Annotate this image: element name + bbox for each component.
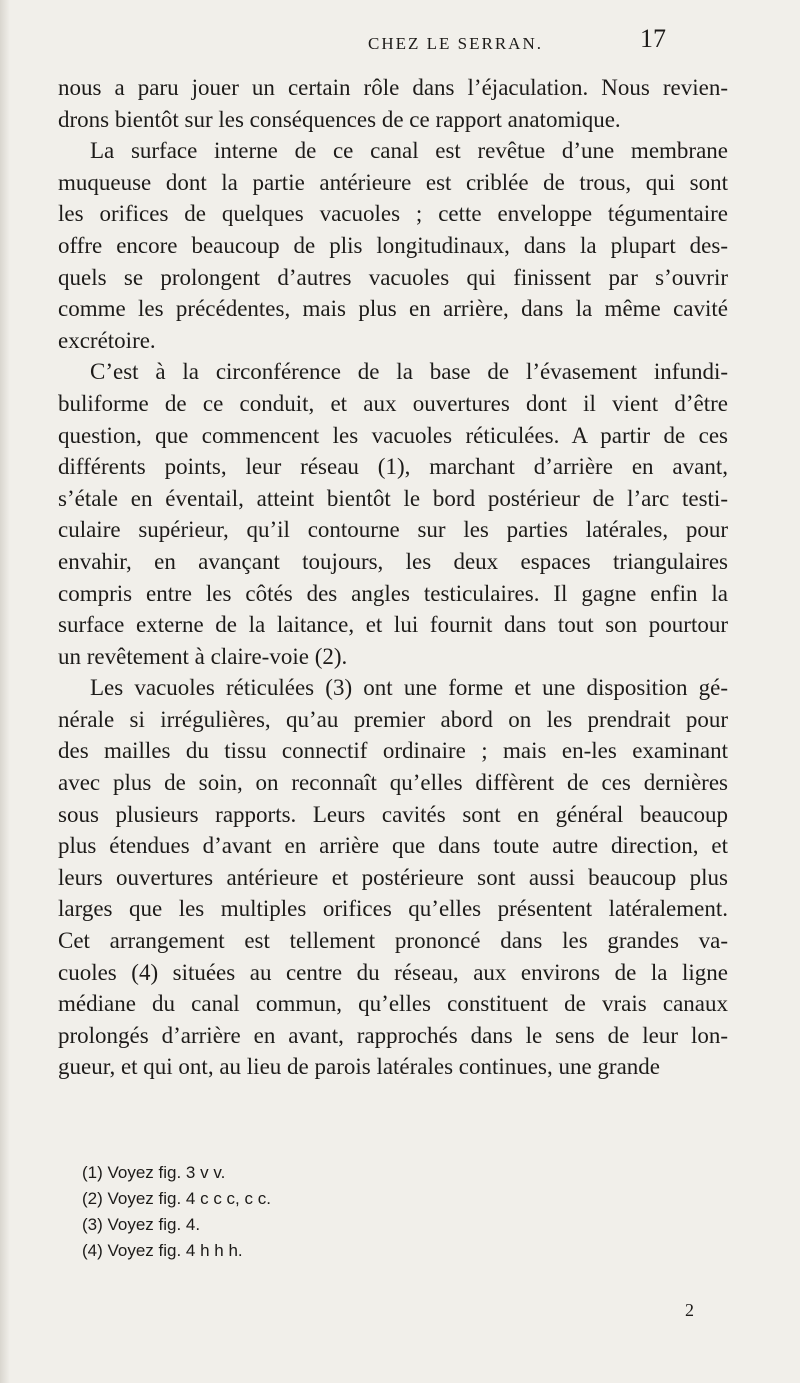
text-line: larges que les multiples orifices qu’elles présentent latéralement. bbox=[58, 896, 728, 922]
text-line: culaire supérieur, qu’il contourne sur les parties latérales, pour bbox=[58, 517, 728, 543]
text-line: buliforme de ce conduit, et aux ouvertures dont il vient d’être bbox=[58, 390, 728, 416]
page-header bbox=[0, 24, 800, 64]
text-line: cuoles (4) situées au centre du réseau, aux environs de la ligne bbox=[58, 959, 728, 985]
text-line: offre encore beaucoup de plis longitudinaux, dans la plupart des- bbox=[58, 232, 728, 258]
body-text bbox=[58, 72, 728, 1083]
text-line: surface externe de la laitance, et lui fournit dans tout son pourtour bbox=[58, 612, 728, 638]
text-line: sous plusieurs rapports. Leurs cavités sont en général beaucoup bbox=[58, 801, 728, 827]
page-number: 17 bbox=[640, 24, 666, 53]
text-line: muqueuse dont la partie antérieure est criblée de trous, qui sont bbox=[58, 169, 728, 195]
signature-mark: 2 bbox=[685, 1300, 694, 1320]
text-line: Les vacuoles réticulées (3) ont une forme et une disposition gé- bbox=[90, 675, 728, 701]
page-edge-shadow bbox=[0, 0, 10, 1383]
text-line: un revêtement à claire-voie (2). bbox=[58, 643, 348, 669]
running-head: CHEZ LE SERRAN. bbox=[368, 34, 543, 53]
text-line: envahir, en avançant toujours, les deux espaces triangulaires bbox=[58, 548, 728, 574]
text-line: La surface interne de ce canal est revêtue d’une membrane bbox=[90, 138, 728, 164]
text-line: médiane du canal commun, qu’elles constituent de vrais canaux bbox=[58, 991, 728, 1017]
text-line: nérale si irrégulières, qu’au premier abord on les prendrait pour bbox=[58, 706, 728, 732]
text-line: les orifices de quelques vacuoles ; cette enveloppe tégumentaire bbox=[58, 201, 728, 227]
footnote: (4) Voyez fig. 4 h h h. bbox=[82, 1241, 243, 1260]
text-line: drons bientôt sur les conséquences de ce rapport anatomique. bbox=[58, 106, 621, 132]
text-line: avec plus de soin, on reconnaît qu’elles diffèrent de ces dernières bbox=[58, 770, 728, 796]
text-line: prolongés d’arrière en avant, rapprochés dans le sens de leur lon- bbox=[58, 1022, 728, 1048]
text-line: leurs ouvertures antérieure et postérieure sont aussi beaucoup plus bbox=[58, 864, 728, 890]
text-line: question, que commencent les vacuoles réticulées. A partir de ces bbox=[58, 422, 728, 448]
text-line: C’est à la circonférence de la base de l’évasement infundi- bbox=[90, 359, 728, 385]
text-line: plus étendues d’avant en arrière que dans toute autre direction, et bbox=[58, 833, 728, 859]
text-line: des mailles du tissu connectif ordinaire ; mais en-les examinant bbox=[58, 738, 728, 764]
text-line: comme les précédentes, mais plus en arrière, dans la même cavité bbox=[58, 296, 728, 322]
footnote: (1) Voyez fig. 3 v v. bbox=[82, 1163, 226, 1182]
text-line: compris entre les côtés des angles testiculaires. Il gagne enfin la bbox=[58, 580, 728, 606]
text-line: excrétoire. bbox=[58, 327, 156, 353]
text-line: gueur, et qui ont, au lieu de parois latérales continues, une grande bbox=[58, 1054, 660, 1080]
footnote: (3) Voyez fig. 4. bbox=[82, 1215, 201, 1234]
footnote: (2) Voyez fig. 4 c c c, c c. bbox=[82, 1189, 271, 1208]
footnotes bbox=[82, 1160, 682, 1264]
text-line: quels se prolongent d’autres vacuoles qui finissent par s’ouvrir bbox=[58, 264, 728, 290]
text-line: nous a paru jouer un certain rôle dans l’éjaculation. Nous revien- bbox=[58, 75, 728, 100]
text-line: Cet arrangement est tellement prononcé dans les grandes va- bbox=[58, 928, 728, 954]
text-line: différents points, leur réseau (1), marchant d’arrière en avant, bbox=[58, 454, 728, 480]
text-line: s’étale en éventail, atteint bientôt le bord postérieur de l’arc testi- bbox=[58, 485, 728, 511]
